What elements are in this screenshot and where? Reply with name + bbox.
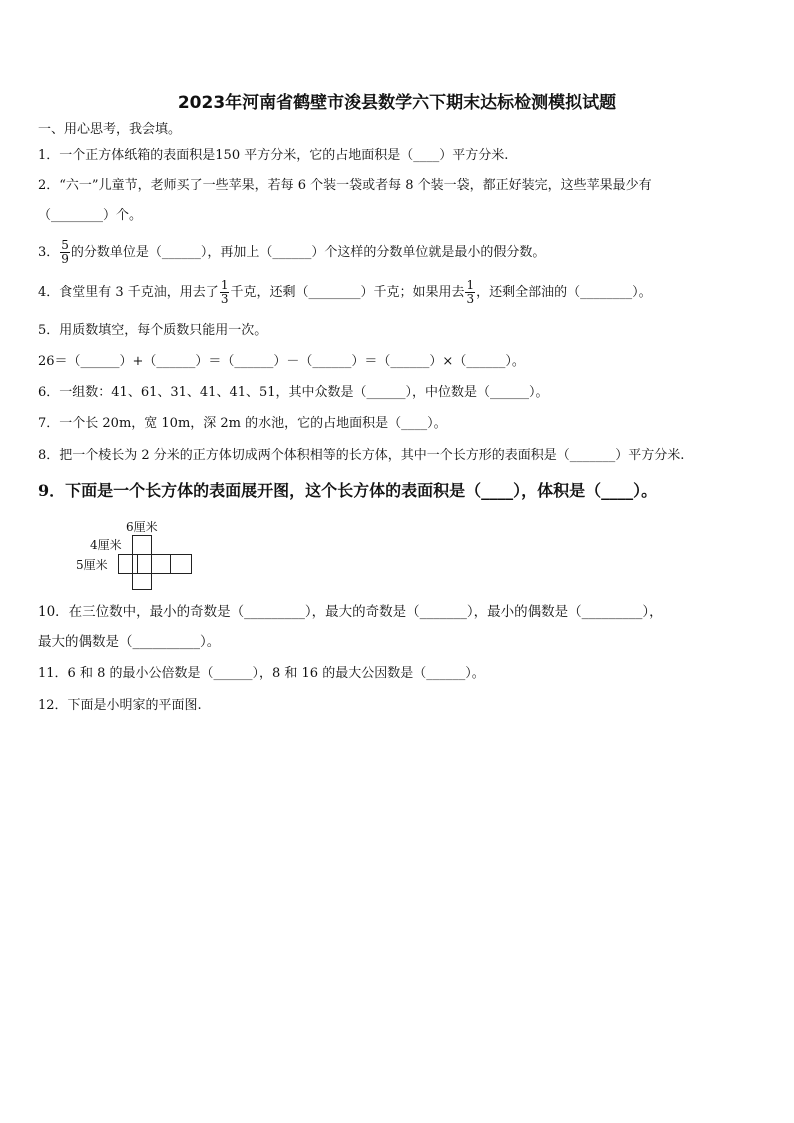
net-face-top bbox=[132, 535, 152, 555]
question-5-equation: 26＝（______）+（______）＝（______）－（______）＝（______）×（______）。 bbox=[38, 354, 525, 369]
question-11: 11．6 和 8 的最小公倍数是（______），8 和 16 的最大公因数是（______）。 bbox=[38, 666, 485, 681]
net-face-front bbox=[132, 554, 152, 574]
question-2-line2: （________）个。 bbox=[38, 208, 143, 223]
section-heading: 一、用心思考，我会填。 bbox=[38, 122, 182, 137]
fraction-numerator: 5 bbox=[61, 238, 69, 252]
fraction-denominator: 3 bbox=[220, 292, 229, 306]
fraction-numerator: 1 bbox=[220, 278, 229, 292]
question-3-text: 的分数单位是（______），再加上（______）个这样的分数单位就是最小的假分数。 bbox=[70, 245, 546, 260]
question-4-part3: ，还剩全部油的（________）。 bbox=[476, 285, 652, 300]
question-7: 7．一个长 20m，宽 10m，深 2m 的水池，它的占地面积是（____）。 bbox=[38, 416, 447, 431]
question-4 bbox=[38, 276, 652, 310]
net-face-right bbox=[151, 554, 171, 574]
net-face-bottom bbox=[132, 573, 152, 590]
fraction-5-9 bbox=[60, 239, 70, 266]
net-label-left1: 4厘米 bbox=[90, 538, 122, 552]
question-9: 9．下面是一个长方体的表面展开图，这个长方体的表面积是（____），体积是（____）。 bbox=[38, 481, 658, 500]
fraction-1-3-b bbox=[465, 279, 475, 306]
question-3-prefix: 3． bbox=[38, 245, 60, 260]
question-3 bbox=[38, 236, 545, 270]
question-1: 1．一个正方体纸箱的表面积是150 平方分米，它的占地面积是（____）平方分米. bbox=[38, 148, 509, 163]
page-title: 2023年河南省鹤壁市浚县数学六下期末达标检测模拟试题 bbox=[177, 93, 617, 113]
question-10-line1: 10．在三位数中，最小的奇数是（_________），最大的奇数是（_______），最小的偶数是（_________）， bbox=[38, 604, 663, 620]
question-12: 12．下面是小明家的平面图. bbox=[38, 698, 202, 713]
fraction-1-3-a bbox=[220, 279, 230, 306]
net-label-left2: 5厘米 bbox=[76, 558, 108, 572]
net-label-top: 6厘米 bbox=[126, 520, 158, 534]
fraction-denominator: 3 bbox=[466, 292, 475, 306]
question-6: 6．一组数：41、61、31、41、41、51，其中众数是（______），中位数是（______）。 bbox=[38, 385, 549, 400]
question-5: 5．用质数填空，每个质数只能用一次。 bbox=[38, 323, 268, 338]
cuboid-net-diagram bbox=[76, 518, 206, 590]
net-face-back bbox=[170, 554, 192, 574]
question-8: 8．把一个棱长为 2 分米的正方体切成两个体积相等的长方体，其中一个长方形的表面积是（_______）平方分米. bbox=[38, 448, 685, 463]
question-10-line2: 最大的偶数是（__________）。 bbox=[38, 634, 221, 650]
question-4-part1: 4．食堂里有 3 千克油，用去了 bbox=[38, 285, 219, 300]
fraction-numerator: 1 bbox=[466, 278, 475, 292]
question-4-part2: 千克，还剩（________）千克；如果用去 bbox=[230, 285, 465, 300]
fraction-denominator: 9 bbox=[61, 252, 69, 266]
question-2-line1: 2．“六一”儿童节，老师买了一些苹果，若每 6 个装一袋或者每 8 个装一袋，都正好装完，这些苹果最少有 bbox=[38, 178, 652, 193]
